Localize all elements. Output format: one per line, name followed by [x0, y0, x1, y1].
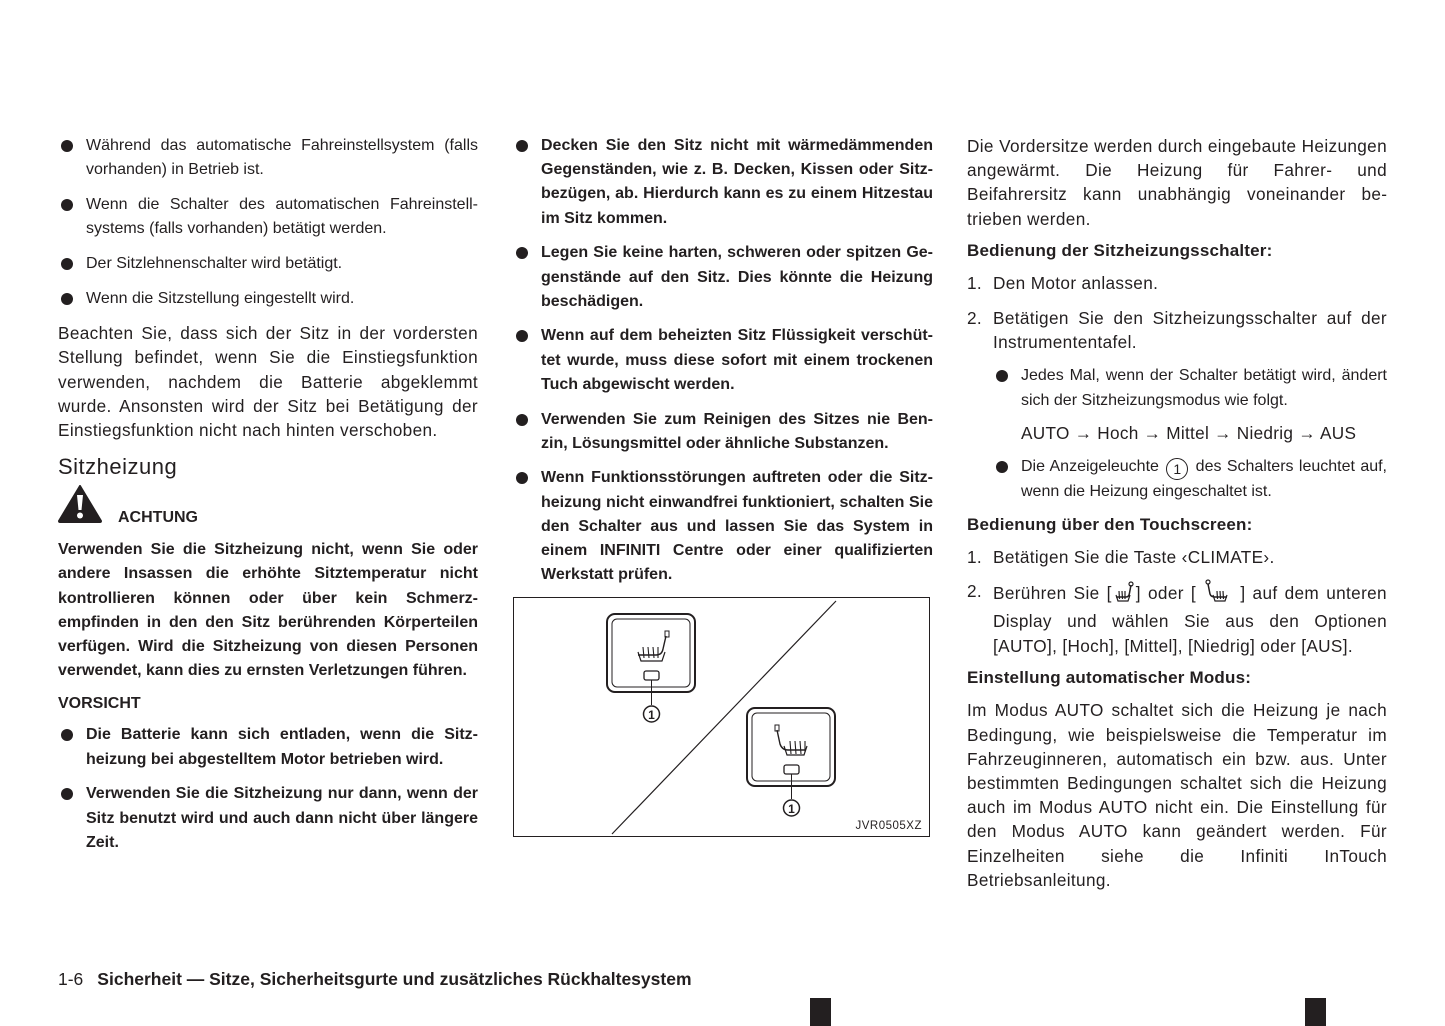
warning-triangle-icon: [58, 485, 102, 528]
bullet-icon: [61, 729, 73, 741]
seat-heater-caution-list: [513, 134, 933, 587]
list-item: Die Anzeigeleuchte 1 des Schalters leuchtet auf, wenn die Heizung eingeschaltet ist.: [993, 455, 1387, 504]
list-item: Wenn die Schalter des automatischen Fahreinstellsystems (falls vorhanden) betätigt werden.: [58, 193, 478, 241]
touchscreen-steps: [967, 545, 1387, 658]
left-column: [58, 134, 478, 865]
caution-list: [58, 723, 478, 855]
touchscreen-heading: Bedienung über den Touchscreen:: [967, 514, 1253, 534]
bullet-icon: [516, 247, 528, 259]
middle-column: [513, 134, 933, 598]
bullet-icon: [61, 140, 73, 152]
list-item: Verwenden Sie zum Reinigen des Sitzes nie Benzin, Lösungsmittel oder ähnliche Substanzen.: [513, 408, 933, 456]
thumb-index-marker: [1305, 998, 1326, 1026]
seat-heater-passenger-icon: [747, 708, 835, 816]
bullet-icon: [516, 330, 528, 342]
warning-header: [58, 488, 478, 528]
bullet-icon: [516, 472, 528, 484]
list-item: Während das automatische Fahreinstellsystem (falls vorhanden) in Betrieb ist.: [58, 134, 478, 182]
bullet-icon: [996, 461, 1008, 473]
auto-mode-text: Im Modus AUTO schaltet sich die Heizung je nach Bedingung, wie beispielsweise die Temperatur im Fahrzeuginneren, automatisch ein bzw. aus. Unter bestimmten Bedingungen schaltet sich die Heizung auch im Modus AUTO nicht ein. Die Einstellung für den Modus AUTO kann geändert werden. Für Einzelheiten siehe die Infiniti InTouch Betriebsanleitung.: [967, 700, 1387, 890]
callout-1-icon: 1: [1166, 458, 1188, 480]
mode-sequence: AUTO → Hoch → Mittel → Niedrig → AUS: [1021, 423, 1357, 444]
svg-text:1: 1: [788, 802, 795, 816]
list-item: 1. Betätigen Sie die Taste ‹CLIMATE›.: [967, 546, 1275, 567]
list-item: 2. Berühren Sie [ ] oder [ ] auf dem unteren Display und wählen Sie aus den Optionen [AUTO], [Hoch], [Mittel], [Niedrig] oder [AUS].: [967, 581, 1387, 656]
thumb-index-marker: [810, 998, 831, 1026]
warning-label: ACHTUNG: [118, 509, 198, 527]
switch-notes: [993, 364, 1387, 412]
section-title: Sitzheizung: [58, 454, 178, 480]
list-item: Wenn Funktionsstörungen auftreten oder die Sitzheizung nicht einwandfrei funktioniert, schalten Sie den Schalter aus und lassen Sie das System in einem INFINITI Centre oder einer qualifizierten Werkstatt prüfen.: [513, 466, 933, 587]
caution-label: VORSICHT: [58, 695, 141, 713]
seat-heater-switch-figure: [513, 597, 930, 837]
switch-operation-heading: Bedienung der Sitzheizungsschalter:: [967, 240, 1273, 260]
bullet-icon: [996, 370, 1008, 382]
svg-text:1: 1: [648, 708, 655, 722]
bullet-icon: [61, 258, 73, 270]
list-item: Wenn die Sitzstellung eingestellt wird.: [58, 287, 478, 311]
seat-heater-passenger-icon: [1205, 579, 1231, 609]
seat-heater-driver-icon: [1114, 581, 1134, 609]
seat-heater-driver-icon: [607, 614, 695, 722]
list-item: 2. Betätigen Sie den Sitzheizungsschalter auf der Instrumententafel.: [967, 307, 1387, 352]
list-item: Jedes Mal, wenn der Schalter betätigt wird, ändert sich der Sitzheizungsmodus wie folgt.: [993, 364, 1387, 412]
indicator-note: [993, 455, 1387, 504]
bullet-icon: [61, 199, 73, 211]
bullet-icon: [61, 293, 73, 305]
switch-steps: [967, 271, 1387, 354]
list-item: Legen Sie keine harten, schweren oder spitzen Gegenstände auf den Sitz. Dies könnte die Heizung beschädigen.: [513, 241, 933, 314]
bullet-icon: [516, 140, 528, 152]
intro-paragraph: Die Vordersitze werden durch eingebaute Heizungen angewärmt. Die Heizung für Fahrer- und Beifahrersitz kann unabhängig voneinander betrieben werden.: [967, 136, 1387, 229]
right-column: [967, 134, 1387, 892]
list-item: Wenn auf dem beheizten Sitz Flüssigkeit verschüttet wurde, muss diese sofort mit einem trockenen Tuch abgewischt werden.: [513, 324, 933, 397]
page-footer: [58, 969, 692, 990]
entry-function-note: Beachten Sie, dass sich der Sitz in der vordersten Stellung befindet, wenn Sie die Einstiegsfunktion verwenden, nachdem die Batterie abgeklemmt wurde. Ansonsten wird der Sitz bei Betätigung der Einstiegsfunktion nicht nach hinten verschoben.: [58, 323, 478, 441]
list-item: Verwenden Sie die Sitzheizung nur dann, wenn der Sitz benutzt wird und auch dann nicht über längere Zeit.: [58, 782, 478, 855]
list-item: Decken Sie den Sitz nicht mit wärmedämmenden Gegenständen, wie z. B. Decken, Kissen oder Sitzbezügen, ab. Hierdurch kann es zu einem Hitzestau im Sitz kommen.: [513, 134, 933, 231]
bullet-icon: [516, 414, 528, 426]
list-item: Die Batterie kann sich entladen, wenn die Sitzheizung bei abgestelltem Motor betrieben wird.: [58, 723, 478, 771]
figure-code: JVR0505XZ: [855, 820, 922, 832]
bullet-icon: [61, 788, 73, 800]
list-item: 1. Den Motor anlassen.: [967, 272, 1159, 293]
list-item: Der Sitzlehnenschalter wird betätigt.: [58, 252, 478, 276]
seat-entry-conditions-list: [58, 134, 478, 311]
page-number: 1-6: [58, 969, 84, 989]
auto-mode-heading: Einstellung automatischer Modus:: [967, 668, 1252, 688]
divider-line: [612, 601, 836, 834]
warning-text: Verwenden Sie die Sitzheizung nicht, wenn Sie oder andere Insassen die erhöhte Sitztemperatur nicht kontrollieren können oder über kein Schmerzempfinden in den den Sitz berührenden Körperteilen verfügen. Wird die Sitzheizung von diesen Personen verwendet, kann dies zu ernsten Verletzungen führen.: [58, 541, 478, 680]
chapter-title: Sicherheit — Sitze, Sicherheitsgurte und zusätzliches Rückhaltesystem: [97, 969, 692, 989]
